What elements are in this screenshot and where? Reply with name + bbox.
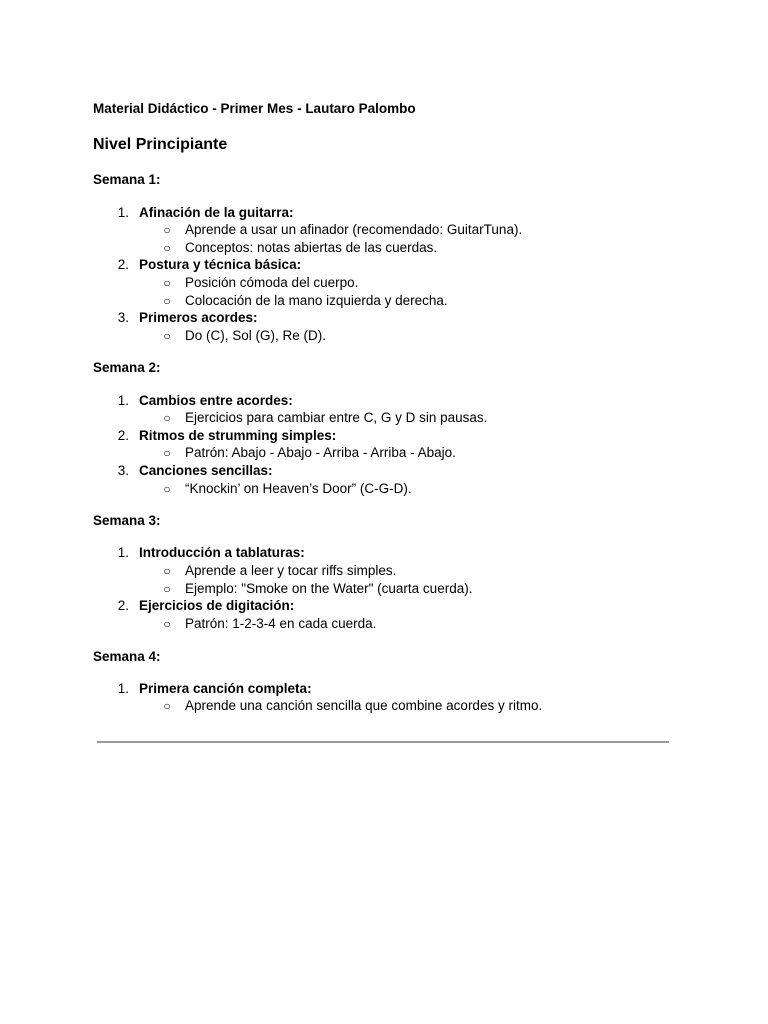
sub-item-text: Colocación de la mano izquierda y derecha. [185, 293, 448, 308]
item-label: Primera canción completa: [139, 681, 312, 696]
item-label: Canciones sencillas: [139, 463, 273, 478]
bullet-icon: ○ [163, 276, 171, 290]
item-number: 1. [117, 545, 129, 560]
item-label: Introducción a tablaturas: [139, 545, 305, 560]
sub-item-text: Do (C), Sol (G), Re (D). [185, 328, 327, 343]
item-label: Primeros acordes: [139, 310, 258, 325]
item-number: 1. [117, 205, 129, 220]
item-number: 2. [117, 598, 129, 613]
week-heading: Semana 4: [93, 649, 161, 664]
bullet-icon: ○ [163, 446, 171, 460]
sub-item-text: Patrón: 1-2-3-4 en cada cuerda. [185, 616, 377, 631]
bullet-icon: ○ [163, 617, 171, 631]
bullet-icon: ○ [163, 582, 171, 596]
bullet-icon: ○ [163, 699, 171, 713]
bullet-icon: ○ [163, 329, 171, 343]
item-number: 2. [117, 257, 129, 272]
item-number: 3. [117, 463, 129, 478]
week-heading: Semana 3: [93, 513, 161, 528]
item-label: Postura y técnica básica: [139, 257, 302, 272]
sub-item-text: Patrón: Abajo - Abajo - Arriba - Arriba - Abajo. [185, 445, 456, 460]
sub-item-text: Ejemplo: "Smoke on the Water" (cuarta cuerda). [185, 581, 473, 596]
sub-item-text: Aprende una canción sencilla que combine acordes y ritmo. [185, 698, 543, 713]
item-number: 1. [117, 393, 129, 408]
item-label: Afinación de la guitarra: [139, 205, 294, 220]
item-label: Cambios entre acordes: [139, 393, 293, 408]
horizontal-divider [97, 741, 669, 743]
item-label: Ritmos de strumming simples: [139, 428, 337, 443]
bullet-icon: ○ [163, 411, 171, 425]
item-number: 2. [117, 428, 129, 443]
item-number: 1. [117, 681, 129, 696]
level-heading: Nivel Principiante [93, 136, 228, 153]
sub-item-text: Posición cómoda del cuerpo. [185, 275, 359, 290]
sub-item-text: “Knockin’ on Heaven’s Door” (C-G-D). [185, 481, 412, 496]
item-label: Ejercicios de digitación: [139, 598, 295, 613]
week-heading: Semana 1: [93, 172, 161, 187]
bullet-icon: ○ [163, 482, 171, 496]
sub-item-text: Aprende a leer y tocar riffs simples. [185, 563, 397, 578]
sub-item-text: Aprende a usar un afinador (recomendado: GuitarTuna). [185, 222, 523, 237]
bullet-icon: ○ [163, 241, 171, 255]
sub-item-text: Conceptos: notas abiertas de las cuerdas. [185, 240, 438, 255]
bullet-icon: ○ [163, 564, 171, 578]
sub-item-text: Ejercicios para cambiar entre C, G y D sin pausas. [185, 410, 488, 425]
bullet-icon: ○ [163, 294, 171, 308]
bullet-icon: ○ [163, 223, 171, 237]
item-number: 3. [117, 310, 129, 325]
week-heading: Semana 2: [93, 360, 161, 375]
document-title: Material Didáctico - Primer Mes - Lautaro Palombo [93, 101, 416, 116]
